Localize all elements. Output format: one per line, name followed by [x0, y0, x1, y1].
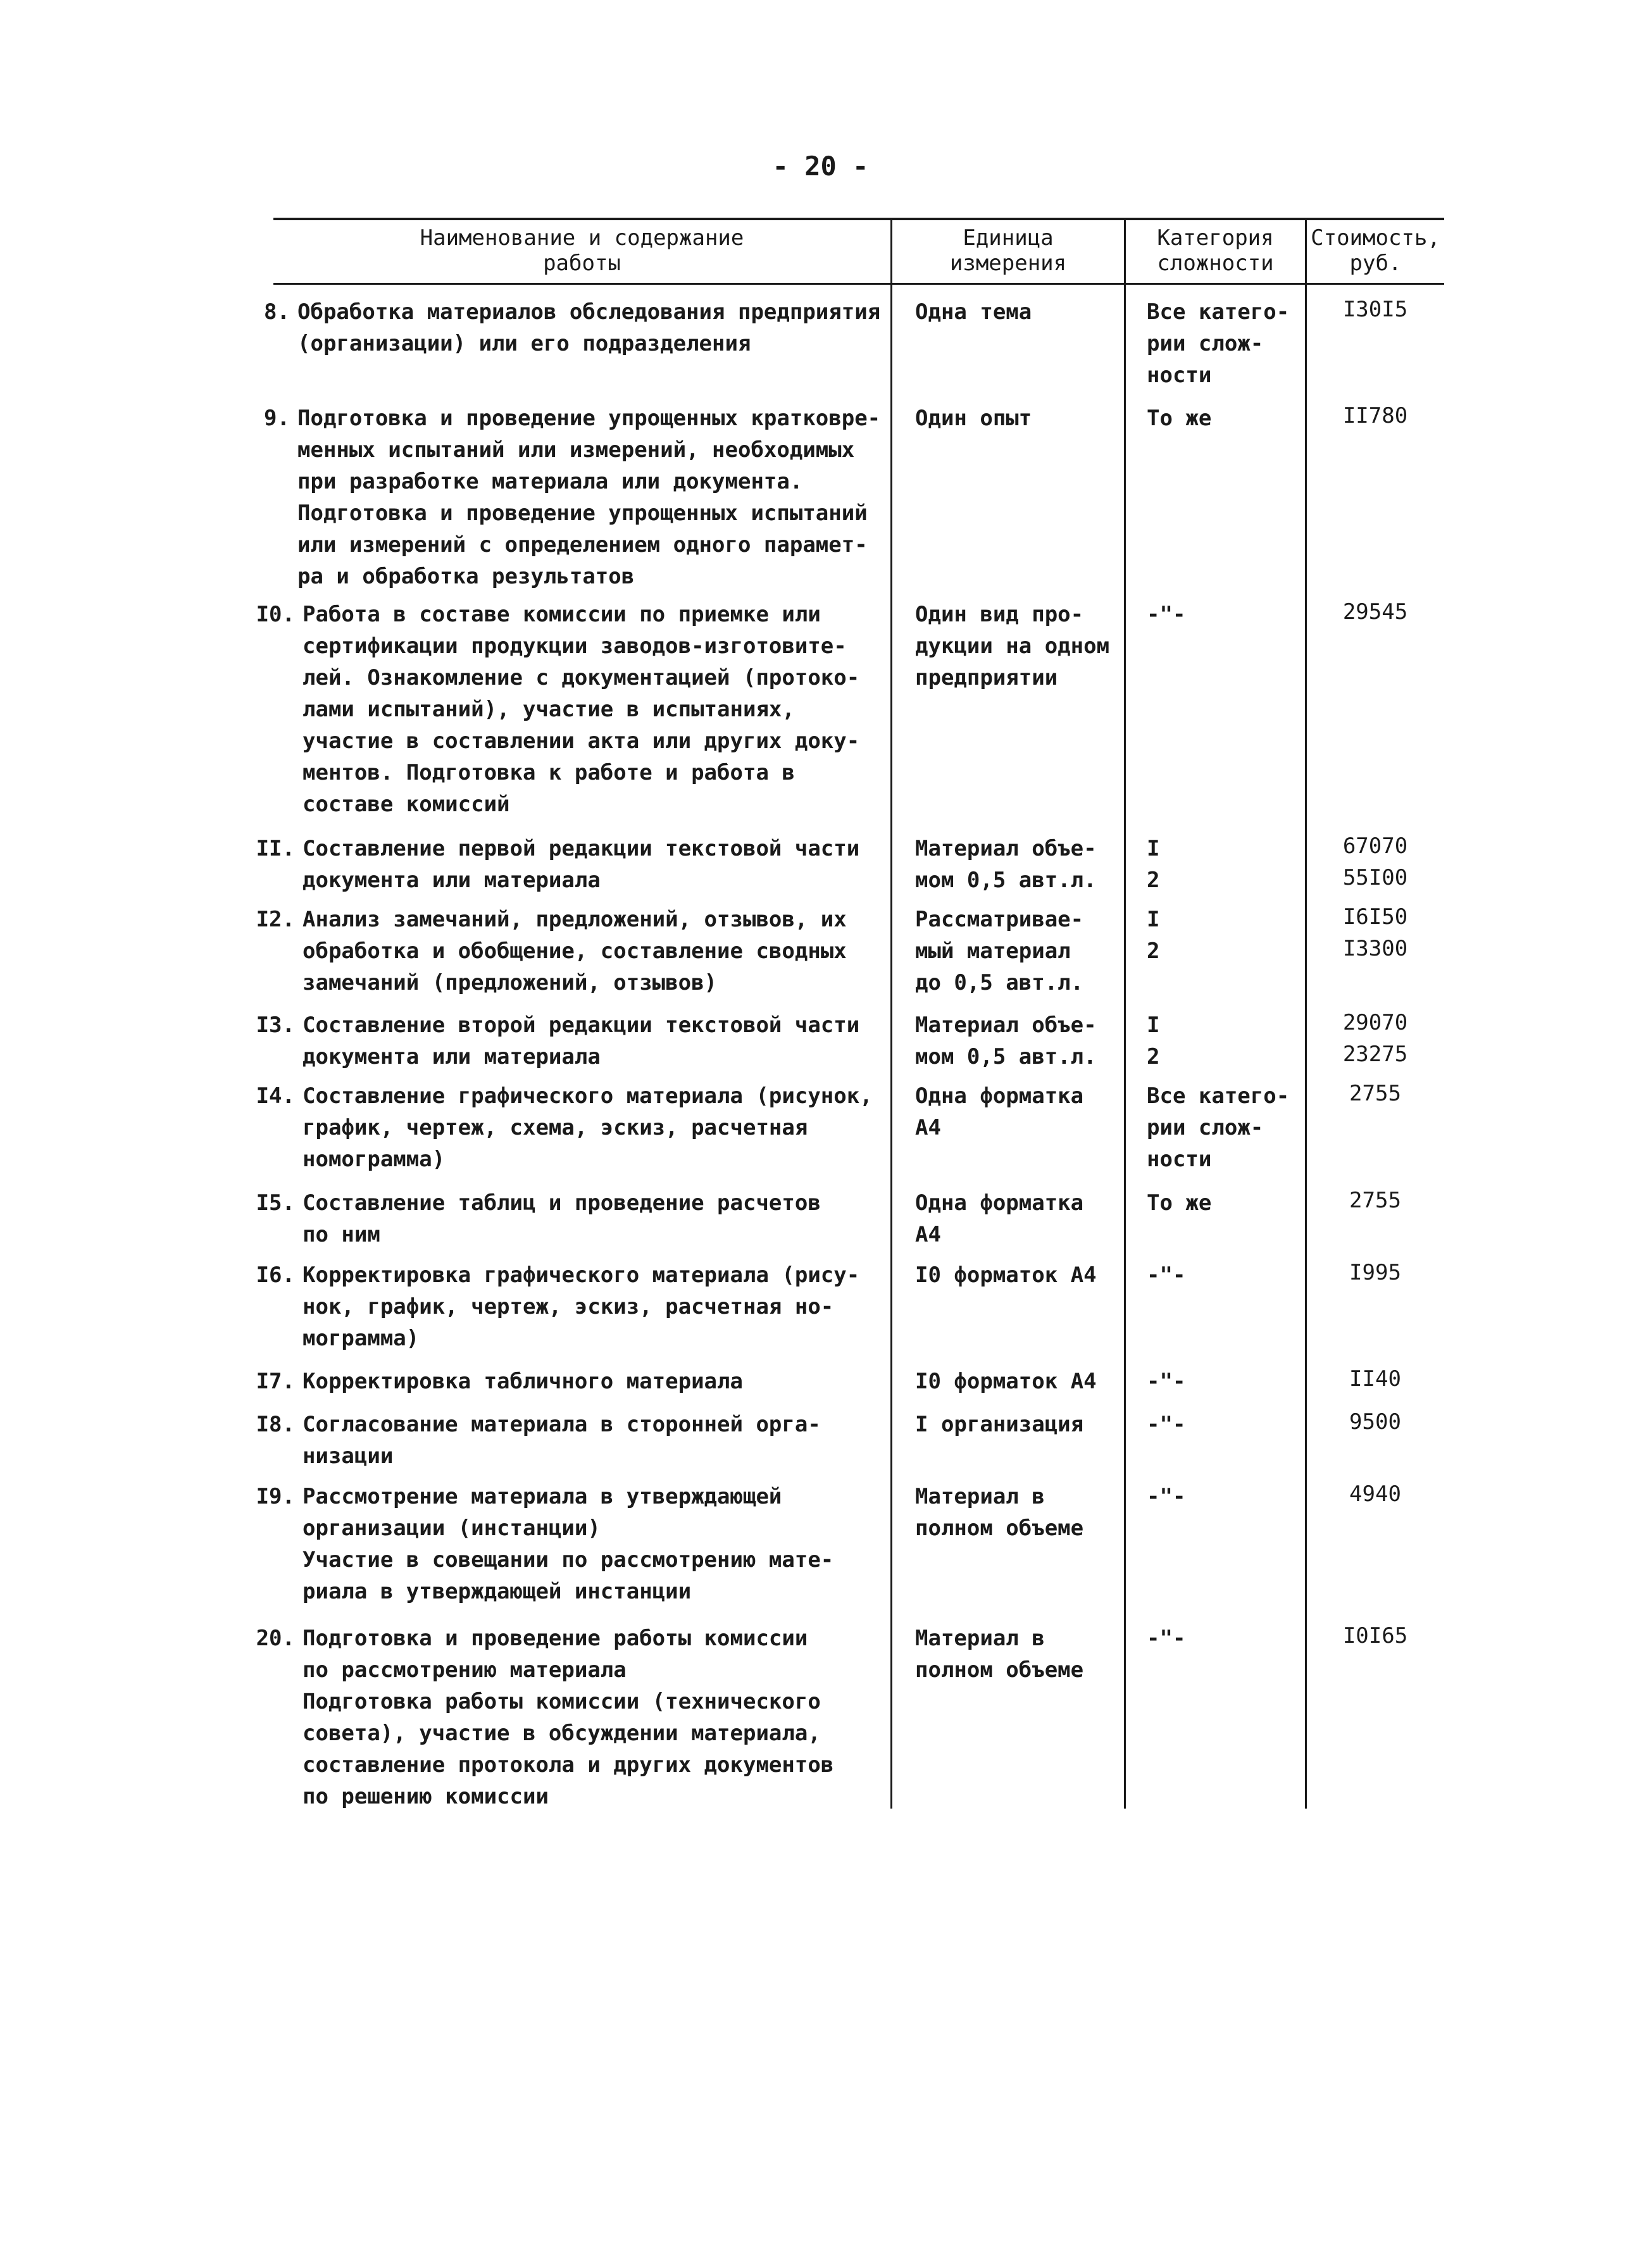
header-line: Стоимость, [1311, 225, 1440, 251]
work-name [303, 833, 859, 896]
complexity-category-line: -"- [1147, 1412, 1186, 1437]
work-name-line: Работа в составе комиссии по приемке или [303, 602, 821, 627]
complexity-category-line: 2 [1147, 938, 1160, 964]
work-name [303, 1080, 873, 1175]
complexity-category [1147, 904, 1159, 967]
cost [1309, 1257, 1442, 1288]
work-name-line: обработка и обобщение, составление сводных [303, 938, 847, 964]
column-divider-3 [1305, 220, 1307, 1809]
table-header-rule [273, 283, 1444, 285]
row-number: I7. [256, 1369, 295, 1394]
column-divider-1 [890, 220, 892, 1809]
unit-of-measure [915, 1187, 1083, 1250]
cost-line: I6I50 [1342, 904, 1408, 930]
unit-of-measure-line: до 0,5 авт.л. [915, 970, 1084, 995]
unit-of-measure-line: полном объеме [915, 1657, 1084, 1683]
cost [1309, 294, 1442, 325]
row-number: I4. [256, 1083, 295, 1109]
work-name-line: Корректировка табличного материала [303, 1369, 743, 1394]
work-name-line: риала в утверждающей инстанции [303, 1579, 692, 1604]
cost-line: II40 [1349, 1366, 1401, 1392]
work-name-line: по решению комиссии [303, 1784, 549, 1809]
unit-of-measure [915, 1080, 1083, 1143]
work-name-line: менных испытаний или измерений, необходимых [297, 437, 855, 463]
cost-line: 23275 [1342, 1042, 1408, 1067]
complexity-category [1147, 1009, 1159, 1073]
complexity-category-line: -"- [1147, 1626, 1186, 1651]
complexity-category-line: -"- [1147, 1484, 1186, 1509]
work-name [303, 1259, 859, 1354]
complexity-category [1147, 1623, 1185, 1654]
complexity-category [1147, 599, 1185, 630]
header-unit [892, 225, 1124, 276]
work-name [303, 1366, 743, 1397]
complexity-category [1147, 1187, 1211, 1219]
work-name-line: при разработке материала или документа. [297, 469, 803, 494]
complexity-category-line: 2 [1147, 1044, 1160, 1069]
header-line: руб. [1349, 251, 1402, 276]
unit-of-measure-line: Материал в [915, 1484, 1045, 1509]
unit-of-measure-line: полном объеме [915, 1516, 1084, 1541]
complexity-category-line: рии слож- [1147, 1115, 1264, 1140]
cost-line: I995 [1349, 1260, 1401, 1285]
header-line: работы [543, 251, 621, 276]
work-name [303, 599, 859, 820]
cost [1309, 1185, 1442, 1216]
work-name-line: нок, график, чертеж, эскиз, расчетная но- [303, 1294, 834, 1319]
unit-of-measure-line: I организация [915, 1412, 1084, 1437]
work-name-line: Составление второй редакции текстовой части [303, 1012, 860, 1038]
work-name-line: замечаний (предложений, отзывов) [303, 970, 718, 995]
work-name-line: Анализ замечаний, предложений, отзывов, их [303, 907, 847, 932]
work-name-line: по рассмотрению материала [303, 1657, 627, 1683]
work-name-line: номограмма) [303, 1147, 446, 1172]
cost [1309, 1363, 1442, 1395]
work-name-line: лами испытаний), участие в испытаниях, [303, 697, 795, 722]
unit-of-measure [915, 1481, 1083, 1544]
unit-of-measure-line: А4 [915, 1222, 941, 1247]
header-category [1126, 225, 1305, 276]
complexity-category-line: -"- [1147, 602, 1186, 627]
unit-of-measure-line: А4 [915, 1115, 941, 1140]
unit-of-measure [915, 904, 1083, 999]
cost-line: 55I00 [1342, 865, 1408, 890]
work-name-line: участие в составлении акта или других доку- [303, 728, 860, 754]
unit-of-measure-line: Материал объе- [915, 1012, 1097, 1038]
cost [1309, 1078, 1442, 1109]
table-top-rule [273, 218, 1444, 220]
row-number: I8. [256, 1412, 295, 1437]
work-name-line: Рассмотрение материала в утверждающей [303, 1484, 782, 1509]
complexity-category [1147, 833, 1159, 896]
complexity-category [1147, 1259, 1185, 1291]
unit-of-measure [915, 402, 1032, 434]
header-line: сложности [1157, 251, 1274, 276]
cost-line: 4940 [1349, 1481, 1401, 1507]
complexity-category [1147, 1481, 1185, 1512]
unit-of-measure-line: дукции на одном [915, 633, 1110, 659]
unit-of-measure-line: мый материал [915, 938, 1071, 964]
header-line: измерения [949, 251, 1067, 276]
work-name-line: мограмма) [303, 1326, 420, 1351]
row-number: 8. [264, 299, 290, 325]
complexity-category-line: То же [1147, 1190, 1212, 1216]
unit-of-measure [915, 1366, 1097, 1397]
work-name-line: Подготовка и проведение работы комиссии [303, 1626, 808, 1651]
cost-line: I30I5 [1342, 297, 1408, 322]
cost [1309, 830, 1442, 894]
unit-of-measure-line: Одна тема [915, 299, 1032, 325]
unit-of-measure-line: Один опыт [915, 406, 1032, 431]
work-name-line: Подготовка работы комиссии (технического [303, 1689, 821, 1714]
cost [1309, 1620, 1442, 1652]
work-name-line: ра и обработка результатов [297, 564, 635, 589]
work-name [303, 1187, 821, 1250]
complexity-category-line: ности [1147, 1147, 1212, 1172]
row-number: I5. [256, 1190, 295, 1216]
work-name-line: составление протокола и других документов [303, 1752, 834, 1778]
cost-line: 67070 [1342, 833, 1408, 859]
unit-of-measure-line: предприятии [915, 665, 1058, 690]
cost-line: 9500 [1349, 1409, 1401, 1435]
unit-of-measure-line: мом 0,5 авт.л. [915, 1044, 1097, 1069]
work-name [303, 1481, 833, 1607]
complexity-category-line: -"- [1147, 1262, 1186, 1288]
unit-of-measure-line: Материал в [915, 1626, 1045, 1651]
complexity-category [1147, 402, 1211, 434]
header-line: Единица [963, 225, 1054, 251]
work-name-line: Составление таблиц и проведение расчетов [303, 1190, 821, 1216]
work-name-line: Составление первой редакции текстовой части [303, 836, 860, 861]
complexity-category-line: ности [1147, 363, 1212, 388]
work-name-line: Подготовка и проведение упрощенных испытаний [297, 501, 868, 526]
complexity-category [1147, 1409, 1185, 1440]
unit-of-measure-line: мом 0,5 авт.л. [915, 868, 1097, 893]
complexity-category-line: -"- [1147, 1369, 1186, 1394]
unit-of-measure [915, 296, 1032, 328]
cost-line: II780 [1342, 403, 1408, 428]
cost-line: 29545 [1342, 599, 1408, 625]
unit-of-measure [915, 1623, 1083, 1686]
work-name [297, 296, 880, 359]
work-name-line: график, чертеж, схема, эскиз, расчетная [303, 1115, 808, 1140]
cost-line: I0I65 [1342, 1623, 1408, 1648]
unit-of-measure [915, 599, 1109, 694]
work-name [303, 1409, 821, 1472]
complexity-category-line: I [1147, 1012, 1160, 1038]
row-number: 9. [264, 406, 290, 431]
work-name-line: совета), участие в обсуждении материала, [303, 1721, 821, 1746]
work-name-line: Подготовка и проведение упрощенных кратковре- [297, 406, 881, 431]
work-name [303, 1623, 833, 1812]
work-name-line: документа или материала [303, 1044, 601, 1069]
unit-of-measure-line: Одна форматка [915, 1083, 1084, 1109]
cost [1309, 400, 1442, 432]
work-name-line: составе комиссий [303, 792, 510, 817]
complexity-category-line: Все катего- [1147, 299, 1290, 325]
work-name-line: Согласование материала в сторонней орга- [303, 1412, 821, 1437]
work-name [297, 402, 880, 592]
work-name-line: сертификации продукции заводов-изготовите- [303, 633, 847, 659]
work-name-line: Участие в совещании по рассмотрению мате- [303, 1547, 834, 1573]
cost [1309, 1406, 1442, 1438]
header-name-content [273, 225, 890, 276]
header-cost [1307, 225, 1444, 276]
work-name-line: Обработка материалов обследования предприятия [297, 299, 881, 325]
header-line: Категория [1157, 225, 1274, 251]
page-number: - 20 - [772, 151, 869, 182]
cost [1309, 1478, 1442, 1510]
work-name-line: низации [303, 1443, 394, 1469]
row-number: II. [256, 836, 295, 861]
work-name-line: Корректировка графического материала (рису- [303, 1262, 860, 1288]
unit-of-measure [915, 1009, 1097, 1073]
row-number: I6. [256, 1262, 295, 1288]
complexity-category-line: рии слож- [1147, 331, 1264, 356]
row-number: 20. [256, 1626, 295, 1651]
unit-of-measure-line: Один вид про- [915, 602, 1084, 627]
complexity-category-line: То же [1147, 406, 1212, 431]
work-name-line: документа или материала [303, 868, 601, 893]
work-name-line: или измерений с определением одного парамет- [297, 532, 868, 558]
complexity-category-line: I [1147, 836, 1160, 861]
cost [1309, 596, 1442, 628]
work-name-line: лей. Ознакомление с документацией (протоко- [303, 665, 860, 690]
cost-line: 29070 [1342, 1010, 1408, 1035]
unit-of-measure [915, 833, 1097, 896]
complexity-category-line: 2 [1147, 868, 1160, 893]
unit-of-measure [915, 1409, 1083, 1440]
unit-of-measure-line: I0 форматок А4 [915, 1262, 1097, 1288]
complexity-category [1147, 296, 1289, 391]
cost-line: 2755 [1349, 1081, 1401, 1106]
work-name [303, 904, 847, 999]
work-name-line: организации (инстанции) [303, 1516, 601, 1541]
unit-of-measure [915, 1259, 1097, 1291]
row-number: I3. [256, 1012, 295, 1038]
row-number: I2. [256, 907, 295, 932]
cost-line: I3300 [1342, 936, 1408, 961]
work-name [303, 1009, 859, 1073]
unit-of-measure-line: Одна форматка [915, 1190, 1084, 1216]
complexity-category [1147, 1366, 1185, 1397]
row-number: I9. [256, 1484, 295, 1509]
complexity-category [1147, 1080, 1289, 1175]
unit-of-measure-line: Материал объе- [915, 836, 1097, 861]
cost [1309, 1007, 1442, 1070]
header-line: Наименование и содержание [420, 225, 744, 251]
work-name-line: (организации) или его подразделения [297, 331, 751, 356]
complexity-category-line: Все катего- [1147, 1083, 1290, 1109]
unit-of-measure-line: Рассматривае- [915, 907, 1084, 932]
work-name-line: по ним [303, 1222, 380, 1247]
cost-line: 2755 [1349, 1188, 1401, 1213]
cost [1309, 901, 1442, 964]
unit-of-measure-line: I0 форматок А4 [915, 1369, 1097, 1394]
complexity-category-line: I [1147, 907, 1160, 932]
row-number: I0. [256, 602, 295, 627]
column-divider-2 [1124, 220, 1126, 1809]
work-name-line: Составление графического материала (рисунок, [303, 1083, 873, 1109]
work-name-line: ментов. Подготовка к работе и работа в [303, 760, 795, 785]
